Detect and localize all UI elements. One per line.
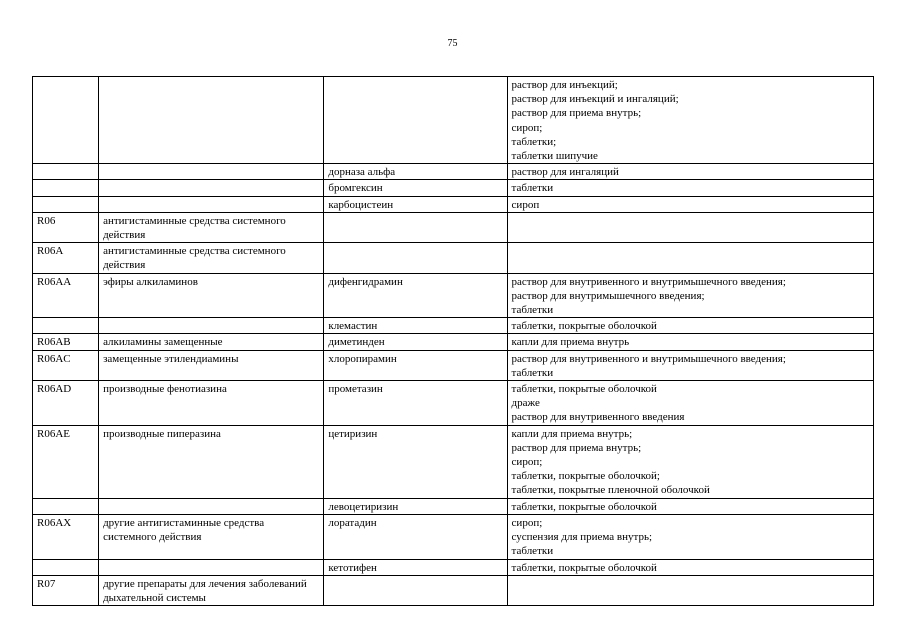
atc-code-cell: R06AA <box>33 273 99 318</box>
table-row <box>33 498 874 514</box>
drug-name-cell: карбоцистеин <box>324 196 507 212</box>
dosage-form-line: таблетки, покрытые пленочной оболочкой <box>511 484 710 497</box>
dosage-form-cell <box>507 243 873 273</box>
anatomical-group-cell: эфиры алкиламинов <box>99 273 324 318</box>
dosage-form-line: таблетки <box>511 304 554 317</box>
anatomical-group-cell <box>99 318 324 334</box>
drug-name-cell: левоцетиризин <box>324 498 507 514</box>
drug-name-cell: прометазин <box>324 381 507 426</box>
anatomical-group-cell: антигистаминные средства системного действия <box>99 212 324 242</box>
dosage-form-cell <box>507 273 873 318</box>
dosage-form-cell <box>507 575 873 605</box>
table-row <box>33 243 874 273</box>
anatomical-group-cell: замещенные этилендиамины <box>99 350 324 380</box>
table-row <box>33 350 874 380</box>
dosage-form-line: раствор для ингаляций <box>511 166 619 179</box>
drug-name-cell: клемастин <box>324 318 507 334</box>
dosage-form-cell <box>507 77 873 164</box>
dosage-form-line: раствор для инъекций и ингаляций; <box>511 93 679 106</box>
dosage-form-line: сироп; <box>511 516 543 529</box>
anatomical-group-cell: производные пиперазина <box>99 425 324 498</box>
dosage-form-cell <box>507 559 873 575</box>
atc-code-cell <box>33 77 99 164</box>
dosage-form-line: раствор для внутримышечного введения; <box>511 289 705 302</box>
drug-name-cell: кетотифен <box>324 559 507 575</box>
dosage-form-line: раствор для внутривенного введения <box>511 411 685 424</box>
dosage-form-line: таблетки <box>511 366 554 379</box>
drug-name-cell: цетиризин <box>324 425 507 498</box>
dosage-form-line: сироп <box>511 198 540 211</box>
dosage-form-line: таблетки шипучие <box>511 150 598 163</box>
drug-name-cell: диметинден <box>324 334 507 350</box>
dosage-form-line: таблетки <box>511 545 554 558</box>
table-row <box>33 164 874 180</box>
anatomical-group-cell <box>99 164 324 180</box>
anatomical-group-cell <box>99 559 324 575</box>
anatomical-group-cell: алкиламины замещенные <box>99 334 324 350</box>
atc-code-cell <box>33 318 99 334</box>
dosage-form-cell <box>507 381 873 426</box>
dosage-form-line: таблетки <box>511 182 554 195</box>
atc-code-cell: R06AB <box>33 334 99 350</box>
dosage-form-cell <box>507 334 873 350</box>
dosage-form-line: таблетки, покрытые оболочкой <box>511 383 657 396</box>
dosage-form-line: таблетки, покрытые оболочкой <box>511 320 657 333</box>
dosage-form-cell <box>507 514 873 559</box>
dosage-form-line: раствор для приема внутрь; <box>511 441 642 454</box>
drug-name-cell: лоратадин <box>324 514 507 559</box>
dosage-form-line: раствор для внутривенного и внутримышечного введения; <box>511 352 786 365</box>
atc-code-cell <box>33 164 99 180</box>
dosage-form-cell <box>507 498 873 514</box>
table-row <box>33 425 874 498</box>
dosage-form-cell <box>507 196 873 212</box>
table-row <box>33 77 874 164</box>
drug-classification-table <box>32 76 874 606</box>
drug-name-cell <box>324 243 507 273</box>
dosage-form-line: раствор для внутривенного и внутримышечного введения; <box>511 275 786 288</box>
table-row <box>33 559 874 575</box>
dosage-form-line: сироп; <box>511 456 543 469</box>
atc-code-cell: R06AD <box>33 381 99 426</box>
atc-code-cell <box>33 559 99 575</box>
drug-name-cell <box>324 77 507 164</box>
table-row <box>33 212 874 242</box>
drug-name-cell <box>324 212 507 242</box>
table-row <box>33 180 874 196</box>
anatomical-group-cell: производные фенотиазина <box>99 381 324 426</box>
anatomical-group-cell: другие антигистаминные средства системного действия <box>99 514 324 559</box>
anatomical-group-cell <box>99 77 324 164</box>
dosage-form-line: сироп; <box>511 121 543 134</box>
atc-code-cell <box>33 180 99 196</box>
atc-code-cell: R06AE <box>33 425 99 498</box>
dosage-form-cell <box>507 180 873 196</box>
dosage-form-line: таблетки, покрытые оболочкой <box>511 561 657 574</box>
drug-name-cell: дорназа альфа <box>324 164 507 180</box>
atc-code-cell: R06A <box>33 243 99 273</box>
table-row <box>33 381 874 426</box>
dosage-form-line: суспензия для приема внутрь; <box>511 531 653 544</box>
dosage-form-line: драже <box>511 397 540 410</box>
table-row <box>33 196 874 212</box>
table-row <box>33 273 874 318</box>
dosage-form-line: таблетки, покрытые оболочкой; <box>511 470 660 483</box>
drug-name-cell: бромгексин <box>324 180 507 196</box>
anatomical-group-cell: антигистаминные средства системного действия <box>99 243 324 273</box>
dosage-form-cell <box>507 164 873 180</box>
table-row <box>33 318 874 334</box>
dosage-form-line: раствор для приема внутрь; <box>511 107 642 120</box>
anatomical-group-cell: другие препараты для лечения заболеваний дыхательной системы <box>99 575 324 605</box>
dosage-form-line: капли для приема внутрь <box>511 336 630 349</box>
drug-name-cell: хлоропирамин <box>324 350 507 380</box>
table-row <box>33 334 874 350</box>
atc-code-cell: R06AX <box>33 514 99 559</box>
atc-code-cell: R07 <box>33 575 99 605</box>
dosage-form-line: капли для приема внутрь; <box>511 427 633 440</box>
atc-code-cell: R06AC <box>33 350 99 380</box>
dosage-form-cell <box>507 425 873 498</box>
dosage-form-line: раствор для инъекций; <box>511 79 618 91</box>
page-number: 75 <box>447 38 458 49</box>
atc-code-cell <box>33 196 99 212</box>
dosage-form-cell <box>507 212 873 242</box>
anatomical-group-cell <box>99 498 324 514</box>
dosage-form-line: таблетки, покрытые оболочкой <box>511 500 657 513</box>
anatomical-group-cell <box>99 180 324 196</box>
dosage-form-cell <box>507 318 873 334</box>
table-row <box>33 575 874 605</box>
drug-name-cell: дифенгидрамин <box>324 273 507 318</box>
drug-name-cell <box>324 575 507 605</box>
table-row <box>33 514 874 559</box>
dosage-form-line: таблетки; <box>511 135 557 148</box>
atc-code-cell <box>33 498 99 514</box>
anatomical-group-cell <box>99 196 324 212</box>
atc-code-cell: R06 <box>33 212 99 242</box>
dosage-form-cell <box>507 350 873 380</box>
